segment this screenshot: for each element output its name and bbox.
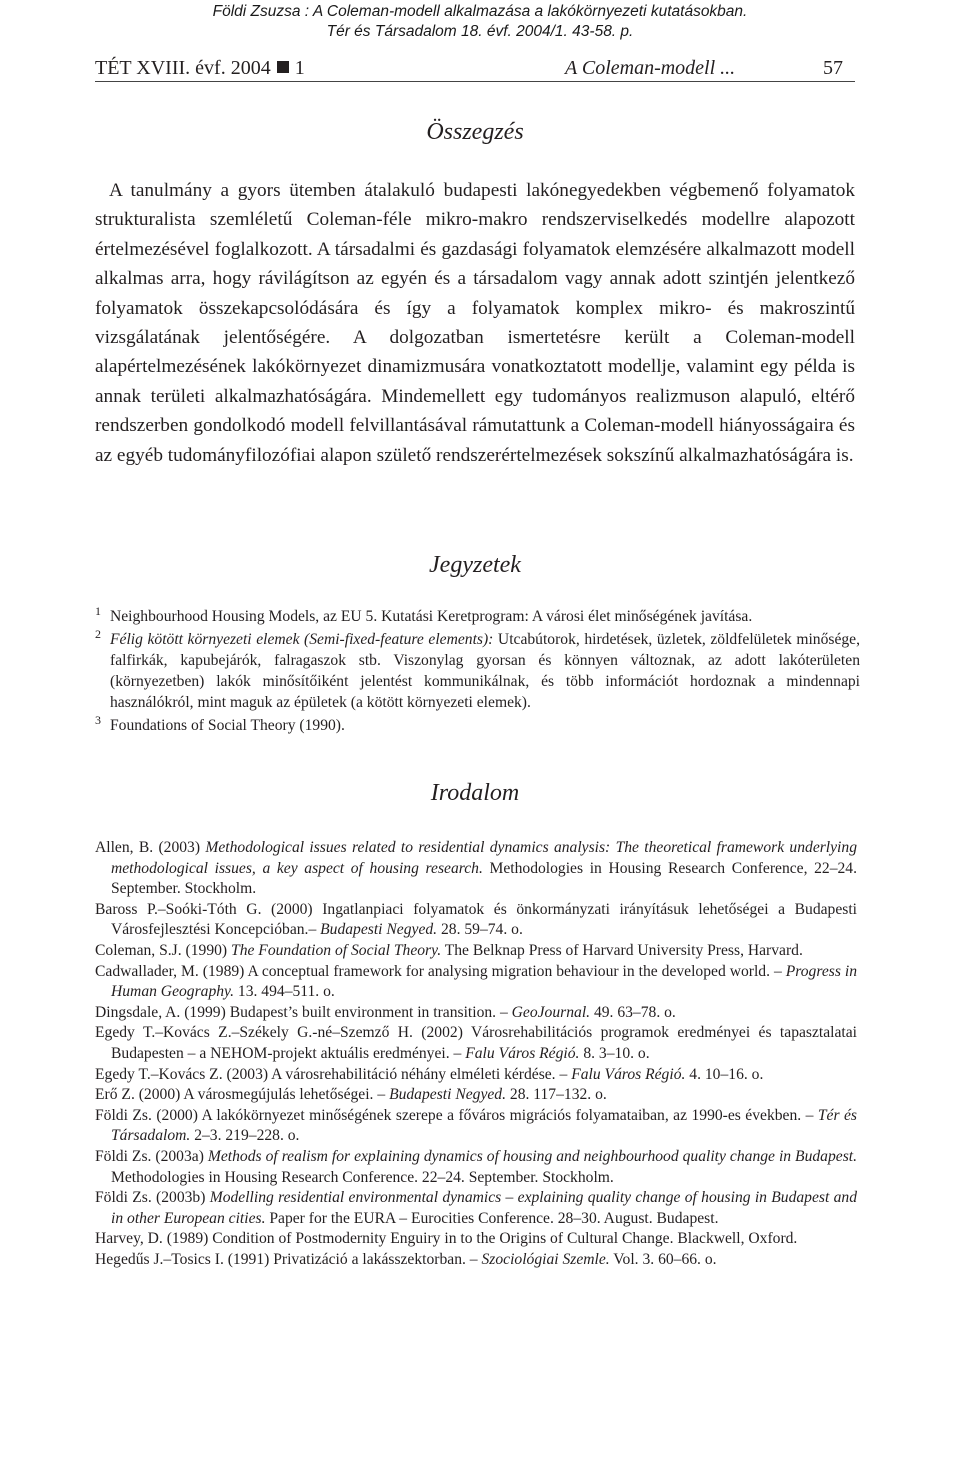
reference-item: Egedy T.–Kovács Z. (2003) A városrehabilitáció néhány elméleti kérdése. – Falu Város Régió. 4. 10–16. o. [95,1065,764,1083]
notes-list [95,606,860,736]
note-number: 3 [95,713,101,727]
reference-item: Hegedűs J.–Tosics I. (1991) Privatizáció a lakásszektorban. – Szociológiai Szemle. Vol. 3. 60–66. o. [95,1250,717,1268]
note-italic-term: Félig kötött környezeti elemek (Semi-fixed-feature elements): [110,631,494,648]
issue-number: 1 [294,57,305,79]
black-square-icon [277,61,289,73]
note-number: 2 [95,627,101,641]
reference-item: Földi Zs. (2003b) Modelling residential environmental dynamics – explaining quality change of housing in Budapest and in other European cities. Paper for the EURA – Eurocities Conference. 28–30. August. Budapest. [95,1189,858,1227]
note-number: 1 [95,604,101,618]
reference-item: Dingsdale, A. (1999) Budapest’s built environment in transition. – GeoJournal. 49. 63–78. o. [95,1003,676,1021]
note-text: Foundations of Social Theory (1990). [110,717,345,734]
summary-heading: Összegzés [426,119,524,145]
reference-item: Baross P.–Soóki-Tóth G. (2000) Ingatlanpiaci folyamatok és önkormányzati irányításuk lehetőségei a Budapesti Városfejlesztési Koncepcióban.– Budapesti Negyed. 28. 59–74. o. [95,900,857,939]
citation-line-2: Tér és Társadalom 18. évf. 2004/1. 43-58. p. [326,23,634,40]
page-number: 57 [823,57,843,79]
reference-item: Egedy T.–Kovács Z.–Székely G.-né–Szemző H. (2002) Városrehabilitációs programok eredményei és tapasztalatai Budapesten – a NEHOM-projekt aktuális eredményei. – Falu Város Régió. 8. 3–10. o. [95,1024,857,1062]
note-item [95,606,860,627]
notes-heading: Jegyzetek [429,552,521,578]
note-item [95,629,860,713]
running-head [95,55,855,82]
running-title: A Coleman-modell ... [565,57,736,79]
reference-item: Földi Zs. (2003a) Methods of realism for explaining dynamics of housing and neighbourhood quality change in Budapest. Methodologies in Housing Research Conference. 22–24. September. Stockholm. [95,1147,857,1186]
references-heading: Irodalom [430,780,520,806]
references-list [95,838,857,1270]
note-text: Utcabútorok, hirdetések, üzletek, zöldfelületek minősége, falfirkák, kapubejárók, falragaszok stb. Viszonylag gyorsan és könnyen változnak, az adott lakóterületen (környezetben) lakók minősítőiként jelentést kommunikálnak, és több információt hordoznak a mindennapi használókról, mint maguk az épületek (a kötött környezeti elemek). [110,631,861,711]
reference-item: Cadwallader, M. (1989) A conceptual framework for analysing migration behaviour in the developed world. – Progress in Human Geography. 13. 494–511. o. [95,962,857,1001]
journal-issue [95,55,305,81]
note-text: Neighbourhood Housing Models, az EU 5. Kutatási Keretprogram: A városi élet minőségének javítása. [110,608,753,625]
summary-paragraph: A tanulmány a gyors ütemben átalakuló budapesti lakónegyedekben végbemenő folyamatok strukturalista szemléletű Coleman-féle mikro-makro rendszerviselkedés modellre alapozott értelmezésével foglalkozott. A társadalmi és gazdasági folyamatok elemzésére alkalmazott modell alkalmas arra, hogy rávilágítson az egyén és a társadalom vagy annak adott szintjén jelentkező folyamatok összekapcsolódására és így a folyamatok komplex mikro- és makroszintű vizsgálatának jelentőségére. A dolgozatban ismertetésre került a Coleman-modell alapértelmezésének lakókörnyezet dinamizmusára vonatkoztatott modellje, valamint egy példa is annak területi alkalmazhatóságára. Mindemellett egy tudományos realizmuson alapuló, eltérő rendszerben gondolkodó modell felvillantásával rámutattunk a Coleman-modell hiányosságaira és az egyéb tudományfilozófiai alapon születő rendszerértelmezések sokszínű alkalmazhatóságára is. [95,180,855,466]
note-item [95,715,860,736]
journal-volume: TÉT XVIII. évf. 2004 [95,57,271,79]
citation-line-1: Földi Zsuzsa : A Coleman-modell alkalmazása a lakókörnyezeti kutatásokban. [212,3,748,20]
citation-banner [0,0,960,42]
reference-item: Harvey, D. (1989) Condition of Postmodernity Enguiry in to the Origins of Cultural Change. Blackwell, Oxford. [95,1230,798,1248]
reference-item: Erő Z. (2000) A városmegújulás lehetőségei. – Budapesti Negyed. 28. 117–132. o. [95,1086,607,1104]
reference-item: Földi Zs. (2000) A lakókörnyezet minőségének szerepe a főváros migrációs folyamataiban, az 1990-es években. – Tér és Társadalom. 2–3. 219–228. o. [95,1106,857,1145]
reference-item: Coleman, S.J. (1990) The Foundation of Social Theory. The Belknap Press of Harvard University Press, Harvard. [95,941,803,959]
reference-item: Allen, B. (2003) Methodological issues related to residential dynamics analysis: The theoretical framework underlying methodological issues, a key aspect of housing research. Methodologies in Housing Research Conference, 22–24. September. Stockholm. [95,839,858,898]
